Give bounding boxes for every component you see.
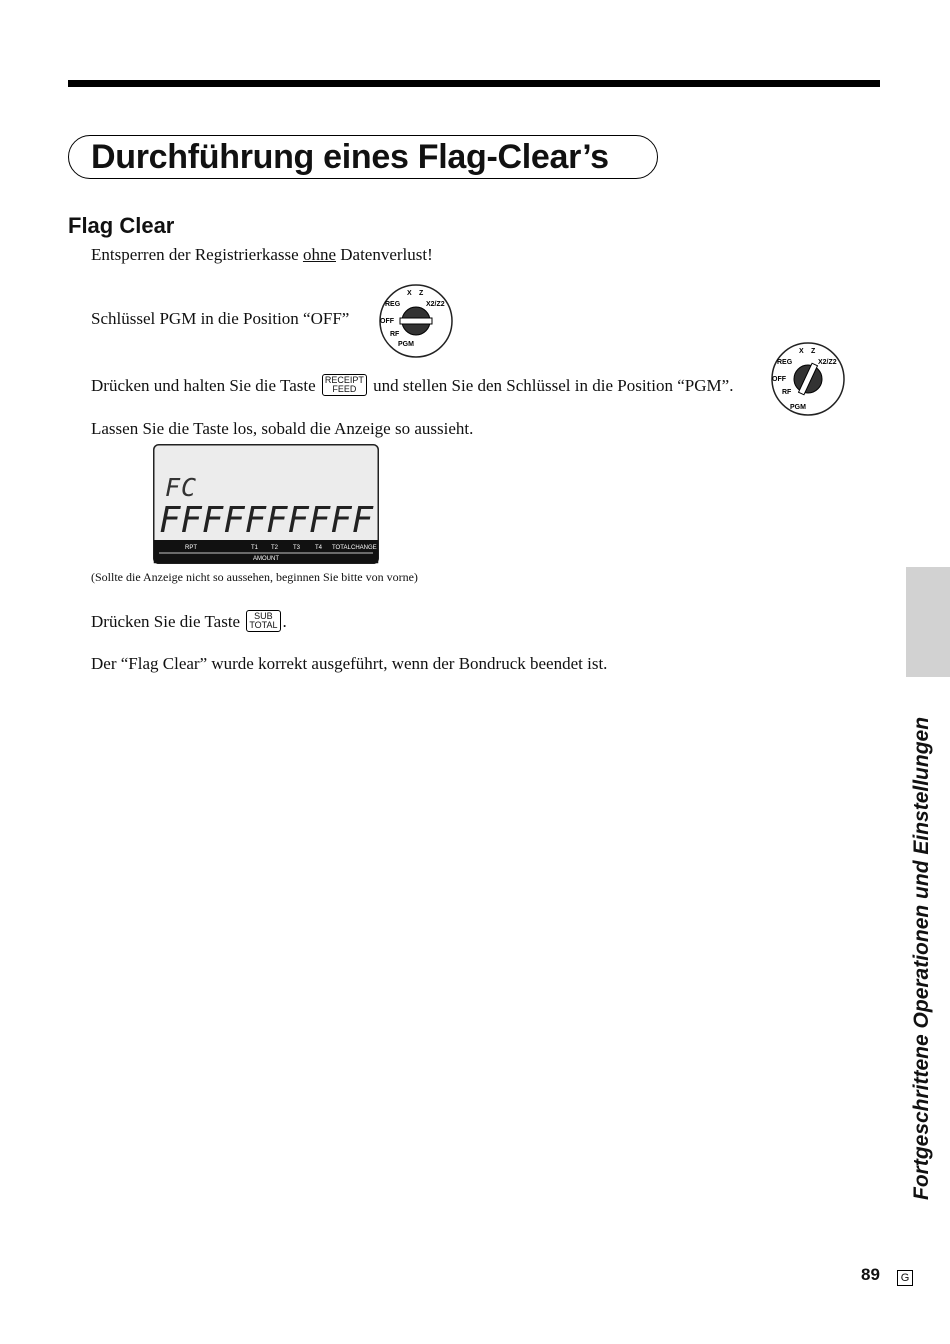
dial2-label-pgm: PGM <box>790 404 806 411</box>
step3-paragraph: Lassen Sie die Taste los, sobald die Anzeige so aussieht. <box>91 419 474 438</box>
subtotal-key-line1: SUB <box>254 611 273 622</box>
dial2-label-z: Z <box>811 348 816 355</box>
step2-text-after: und stellen Sie den Schlüssel in die Position “PGM”. <box>368 376 734 395</box>
intro-paragraph <box>91 245 433 265</box>
dial2-label-x2z2: X2/Z2 <box>818 359 837 366</box>
lcd-line1: FC <box>165 473 198 502</box>
lcd-amount-label: AMOUNT <box>253 556 279 562</box>
dial2-label-x: X <box>799 348 804 355</box>
lcd-display <box>153 444 379 564</box>
lcd-line2: FFFFFFFFFF <box>159 500 375 541</box>
mode-dial-pgm-icon <box>770 341 846 417</box>
dial1-label-x2z2: X2/Z2 <box>426 301 445 308</box>
chapter-tab <box>906 567 950 677</box>
dial1-label-z: Z <box>419 290 424 297</box>
lcd-indicator-t4: T4 <box>315 545 323 551</box>
dial1-label-reg: REG <box>385 301 401 308</box>
dial2-label-rf: RF <box>782 389 792 396</box>
mode-dial-off-icon <box>378 283 454 359</box>
step2-paragraph <box>91 376 733 398</box>
top-rule <box>68 80 880 87</box>
lcd-indicator-t3: T3 <box>293 545 301 551</box>
section-heading: Flag Clear <box>68 213 175 238</box>
chapter-title: Fortgeschrittene Operationen und Einstellungen <box>910 716 933 1200</box>
step2-text-before: Drücken und halten Sie die Taste <box>91 376 320 395</box>
title-box <box>68 135 658 179</box>
step5-paragraph: Der “Flag Clear” wurde korrekt ausgeführt, wenn der Bondruck beendet ist. <box>91 654 608 673</box>
display-note: (Sollte die Anzeige nicht so aussehen, beginnen Sie bitte von vorne) <box>91 570 418 584</box>
lcd-indicator-total: TOTAL <box>332 545 351 551</box>
lcd-indicator-t2: T2 <box>271 545 279 551</box>
step4-text-after: . <box>282 612 287 631</box>
step1-paragraph: Schlüssel PGM in die Position “OFF” <box>91 309 350 328</box>
subtotal-key <box>246 610 280 632</box>
receipt-feed-key-line2: FEED <box>332 384 357 395</box>
receipt-feed-key <box>322 374 367 396</box>
intro-text-before: Entsperren der Registrierkasse <box>91 245 303 264</box>
page-title: Durchführung eines Flag-Clear’s <box>91 138 609 176</box>
dial1-label-rf: RF <box>390 331 400 338</box>
intro-text-after: Datenverlust! <box>336 245 433 264</box>
step4-text-before: Drücken Sie die Taste <box>91 612 245 631</box>
receipt-feed-key-line1: RECEIPT <box>324 375 364 386</box>
language-badge: G <box>897 1270 913 1286</box>
lcd-indicator-rpt: RPT <box>185 545 197 551</box>
dial1-label-pgm: PGM <box>398 341 414 348</box>
dial2-label-reg: REG <box>777 359 793 366</box>
intro-underlined-word: ohne <box>302 245 336 264</box>
page-number: 89 <box>861 1265 880 1284</box>
lcd-indicator-t1: T1 <box>251 545 259 551</box>
dial1-label-x: X <box>407 290 412 297</box>
dial2-label-off: OFF <box>772 376 786 383</box>
lcd-indicator-change: CHANGE <box>351 545 377 551</box>
dial1-label-off: OFF <box>380 318 394 325</box>
step4-paragraph <box>91 612 287 634</box>
subtotal-key-line2: TOTAL <box>249 620 278 631</box>
